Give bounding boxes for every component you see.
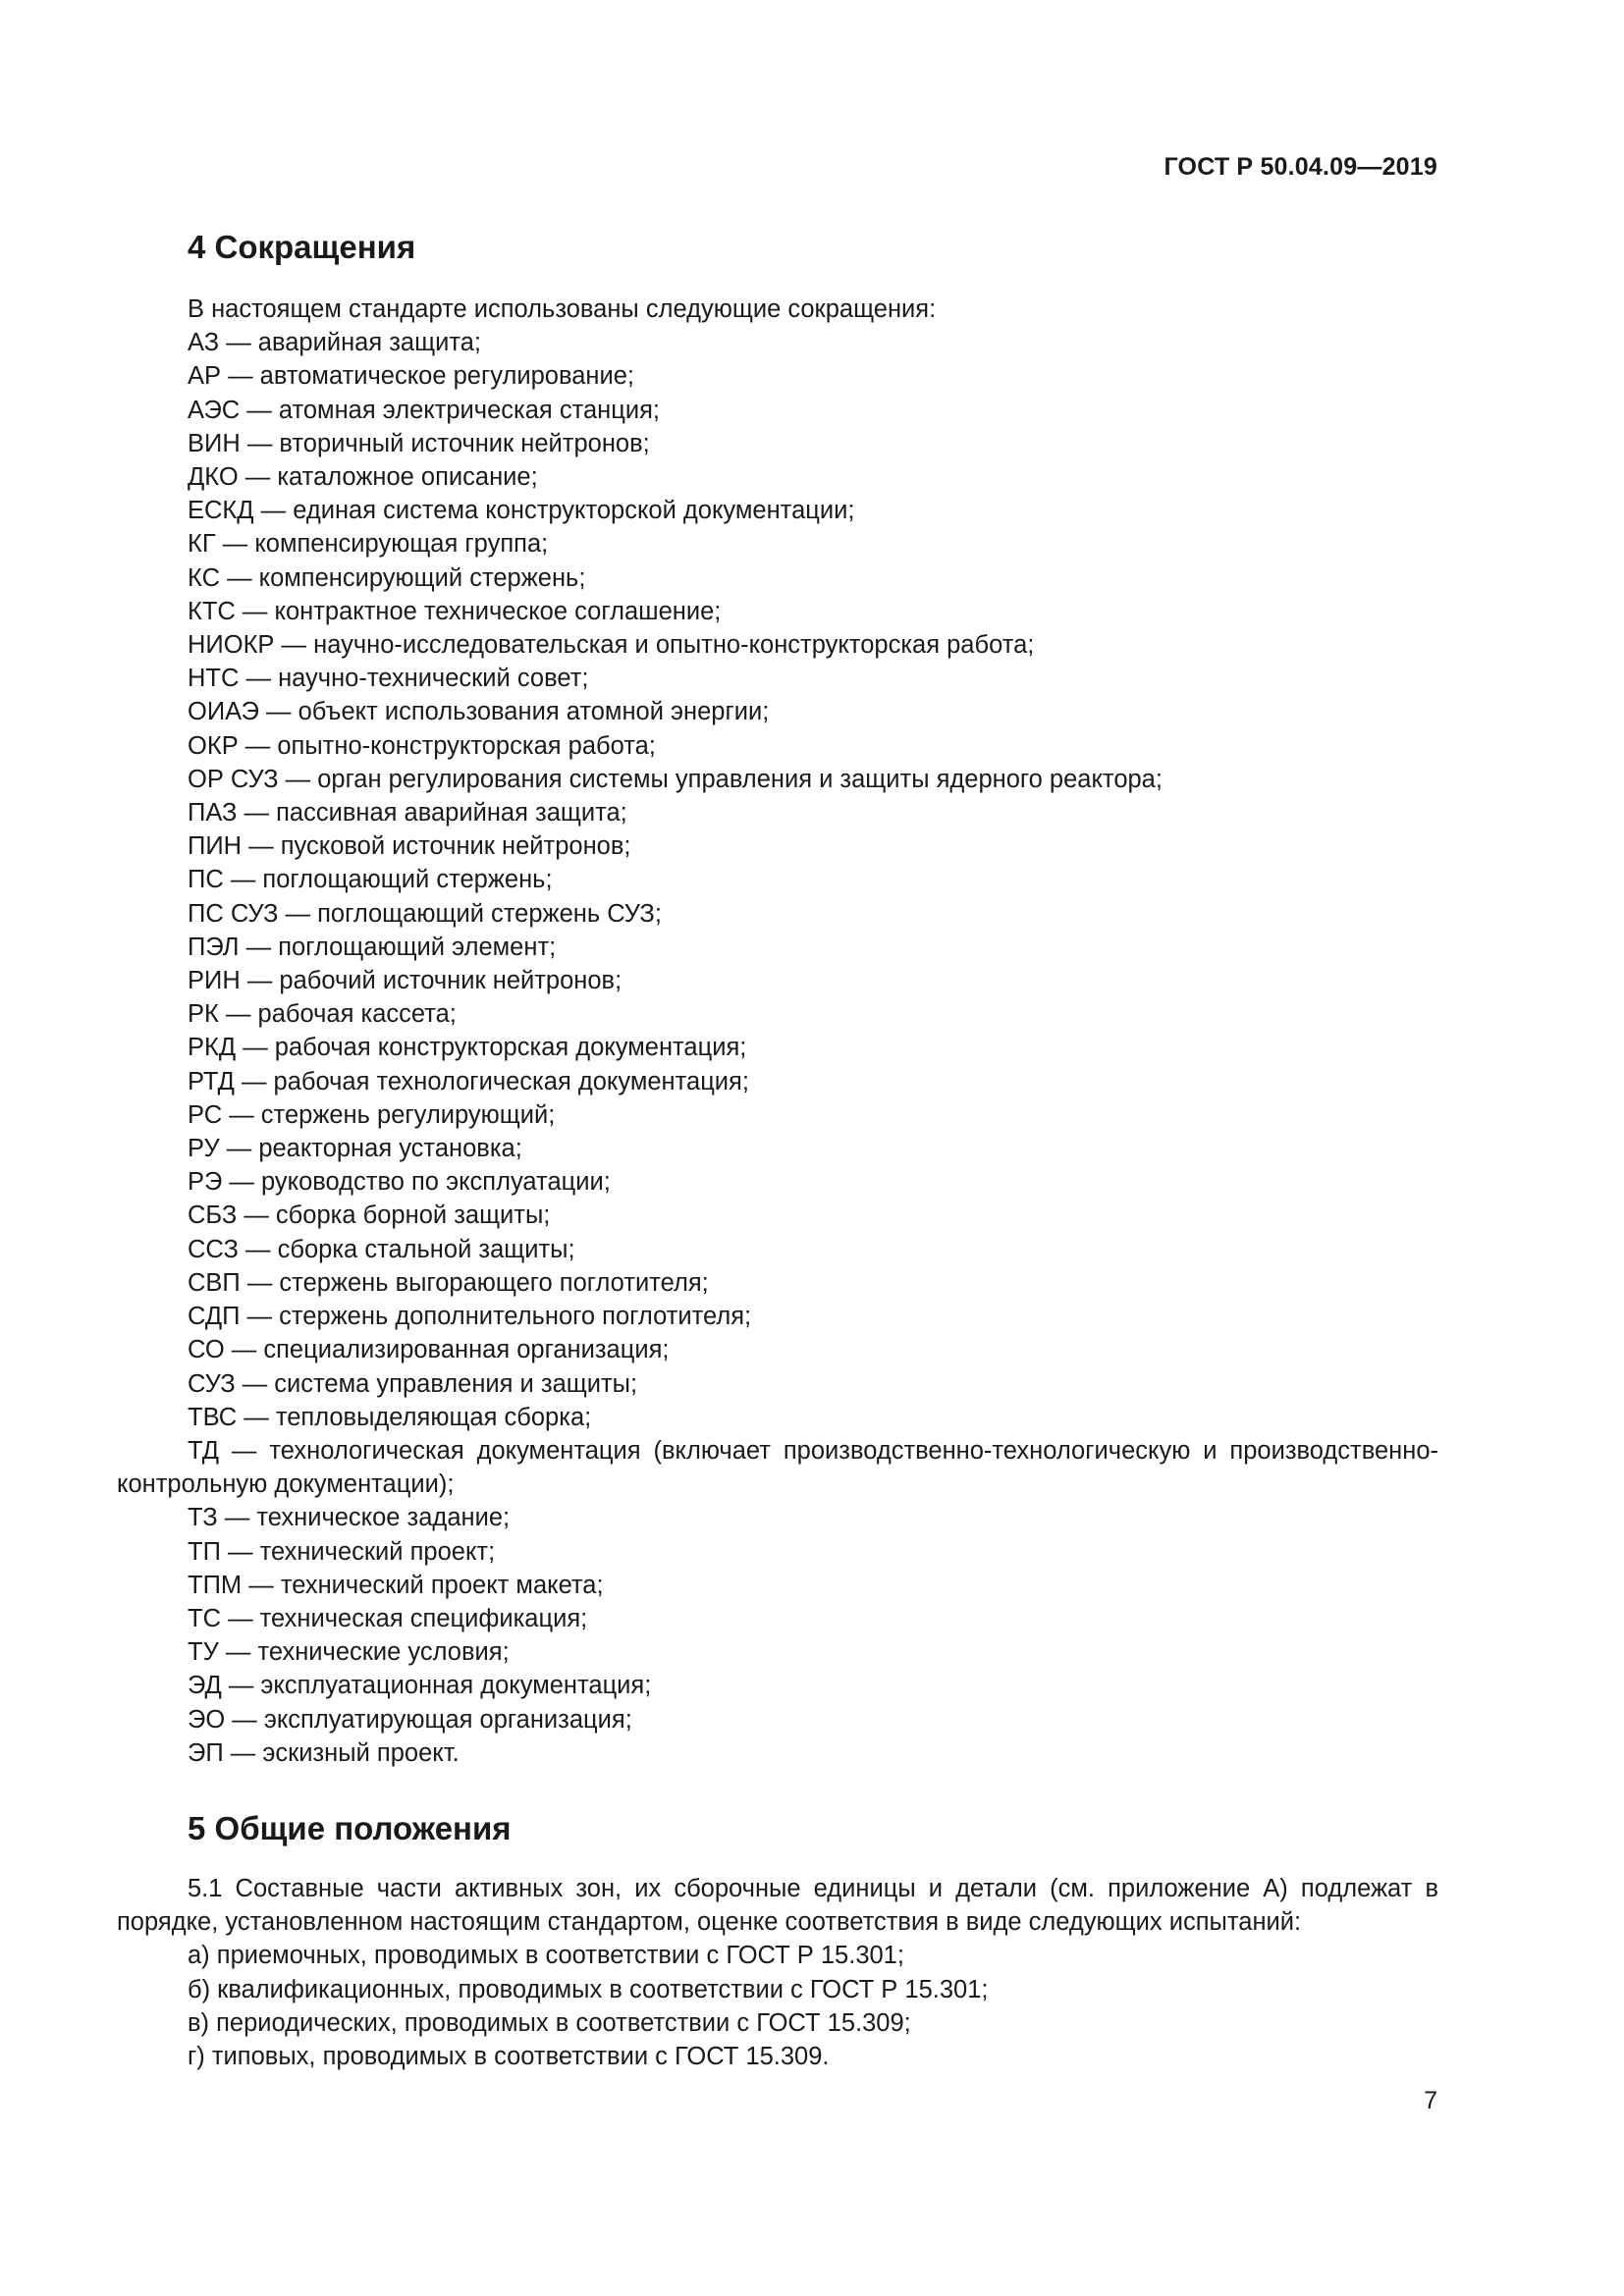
- abbreviation-item: ЭД — эксплуатационная документация;: [188, 1672, 652, 1700]
- test-type-item: г) типовых, проводимых в соответствии с ГОСТ 15.309.: [188, 2042, 830, 2070]
- abbreviation-item: РИН — рабочий источник нейтронов;: [188, 967, 623, 995]
- abbreviation-item: ТЗ — техническое задание;: [188, 1504, 511, 1532]
- abbreviation-item: ДКО — каталожное описание;: [188, 463, 538, 492]
- abbreviation-item: ТВС — тепловыделяющая сборка;: [188, 1403, 592, 1431]
- test-type-item: а) приемочных, проводимых в соответствии с ГОСТ Р 15.301;: [188, 1942, 904, 1970]
- abbreviation-item: ПС СУЗ — поглощающий стержень СУЗ;: [188, 899, 662, 928]
- abbreviation-item: ЭО — эксплуатирующая организация;: [188, 1705, 632, 1734]
- abbreviation-item: СДП — стержень дополнительного поглотителя;: [188, 1303, 752, 1331]
- section-5-paragraph: 5.1 Составные части активных зон, их сборочные единицы и детали (см. приложение А) подлежат в порядке, установленном настоящим стандартом, оценке соответствия в виде следующих испытаний:: [117, 1874, 1438, 1937]
- abbreviation-item: ОИАЭ — объект использования атомной энергии;: [188, 698, 770, 726]
- abbreviation-item-td: ТД — технологическая документация (включает производственно-технологическую и производственно-контрольную документации);: [117, 1436, 1438, 1499]
- test-types-list: [117, 1939, 1438, 2073]
- abbreviation-item: ВИН — вторичный источник нейтронов;: [188, 429, 650, 457]
- abbreviation-item: ССЗ — сборка стальной защиты;: [188, 1235, 575, 1263]
- abbreviation-item: АР — автоматическое регулирование;: [188, 362, 634, 391]
- abbreviation-item: ПИН — пусковой источник нейтронов;: [188, 832, 631, 861]
- abbreviation-item: КТС — контрактное техническое соглашение;: [188, 597, 722, 625]
- abbreviation-item: РТД — рабочая технологическая документация;: [188, 1067, 749, 1095]
- abbreviation-item: СВП — стержень выгорающего поглотителя;: [188, 1268, 709, 1297]
- abbreviation-item: ТУ — технические условия;: [188, 1638, 510, 1667]
- abbreviation-item: РК — рабочая кассета;: [188, 1000, 457, 1029]
- abbreviation-item: ПС — поглощающий стержень;: [188, 866, 553, 894]
- abbreviation-item: ЭП — эскизный проект.: [188, 1738, 460, 1767]
- abbreviation-item: ПАЗ — пассивная аварийная защита;: [188, 799, 627, 828]
- document-code-header: ГОСТ Р 50.04.09—2019: [1164, 153, 1437, 181]
- section-4-intro: В настоящем стандарте использованы следующие сокращения:: [188, 295, 937, 323]
- section-general-provisions: [117, 1805, 1438, 2073]
- abbreviation-item: ТПМ — технический проект макета;: [188, 1571, 604, 1599]
- section-4-title: 4 Сокращения: [188, 229, 416, 265]
- test-type-item: б) квалификационных, проводимых в соответствии с ГОСТ Р 15.301;: [188, 1975, 989, 2003]
- abbreviation-item: РУ — реакторная установка;: [188, 1135, 522, 1163]
- abbreviation-item: РЭ — руководство по эксплуатации;: [188, 1168, 611, 1197]
- abbreviation-item: ЕСКД — единая система конструкторской документации;: [188, 497, 855, 525]
- abbreviation-item: НИОКР — научно-исследовательская и опытно-конструкторская работа;: [188, 631, 1035, 660]
- page-number: 7: [1424, 2087, 1437, 2114]
- abbreviation-item: РС — стержень регулирующий;: [188, 1100, 556, 1129]
- abbreviation-item: СБЗ — сборка борной защиты;: [188, 1201, 551, 1230]
- abbreviation-item: ТС — техническая спецификация;: [188, 1604, 588, 1632]
- abbreviation-item: АЭС — атомная электрическая станция;: [188, 396, 660, 424]
- abbreviation-item: ПЭЛ — поглощающий элемент;: [188, 933, 557, 961]
- abbreviation-item: ОР СУЗ — орган регулирования системы управления и защиты ядерного реактора;: [188, 765, 1163, 793]
- abbreviation-item: РКД — рабочая конструкторская документация;: [188, 1034, 747, 1062]
- page-content: [117, 224, 1438, 2073]
- abbreviation-item: КГ — компенсирующая группа;: [188, 530, 549, 559]
- abbreviation-item: АЗ — аварийная защита;: [188, 329, 482, 357]
- abbreviation-item: КС — компенсирующий стержень;: [188, 563, 586, 592]
- abbreviation-item: ТП — технический проект;: [188, 1537, 496, 1566]
- abbreviation-item: ОКР — опытно-конструкторская работа;: [188, 731, 656, 760]
- abbreviation-item: НТС — научно-технический совет;: [188, 665, 589, 693]
- test-type-item: в) периодических, проводимых в соответствии с ГОСТ 15.309;: [188, 2008, 911, 2037]
- section-5-title: 5 Общие положения: [188, 1809, 512, 1846]
- abbreviations-list: [117, 326, 1438, 1770]
- abbreviation-item: СО — специализированная организация;: [188, 1336, 670, 1364]
- abbreviation-item: СУЗ — система управления и защиты;: [188, 1369, 638, 1398]
- section-abbreviations: [117, 224, 1438, 1770]
